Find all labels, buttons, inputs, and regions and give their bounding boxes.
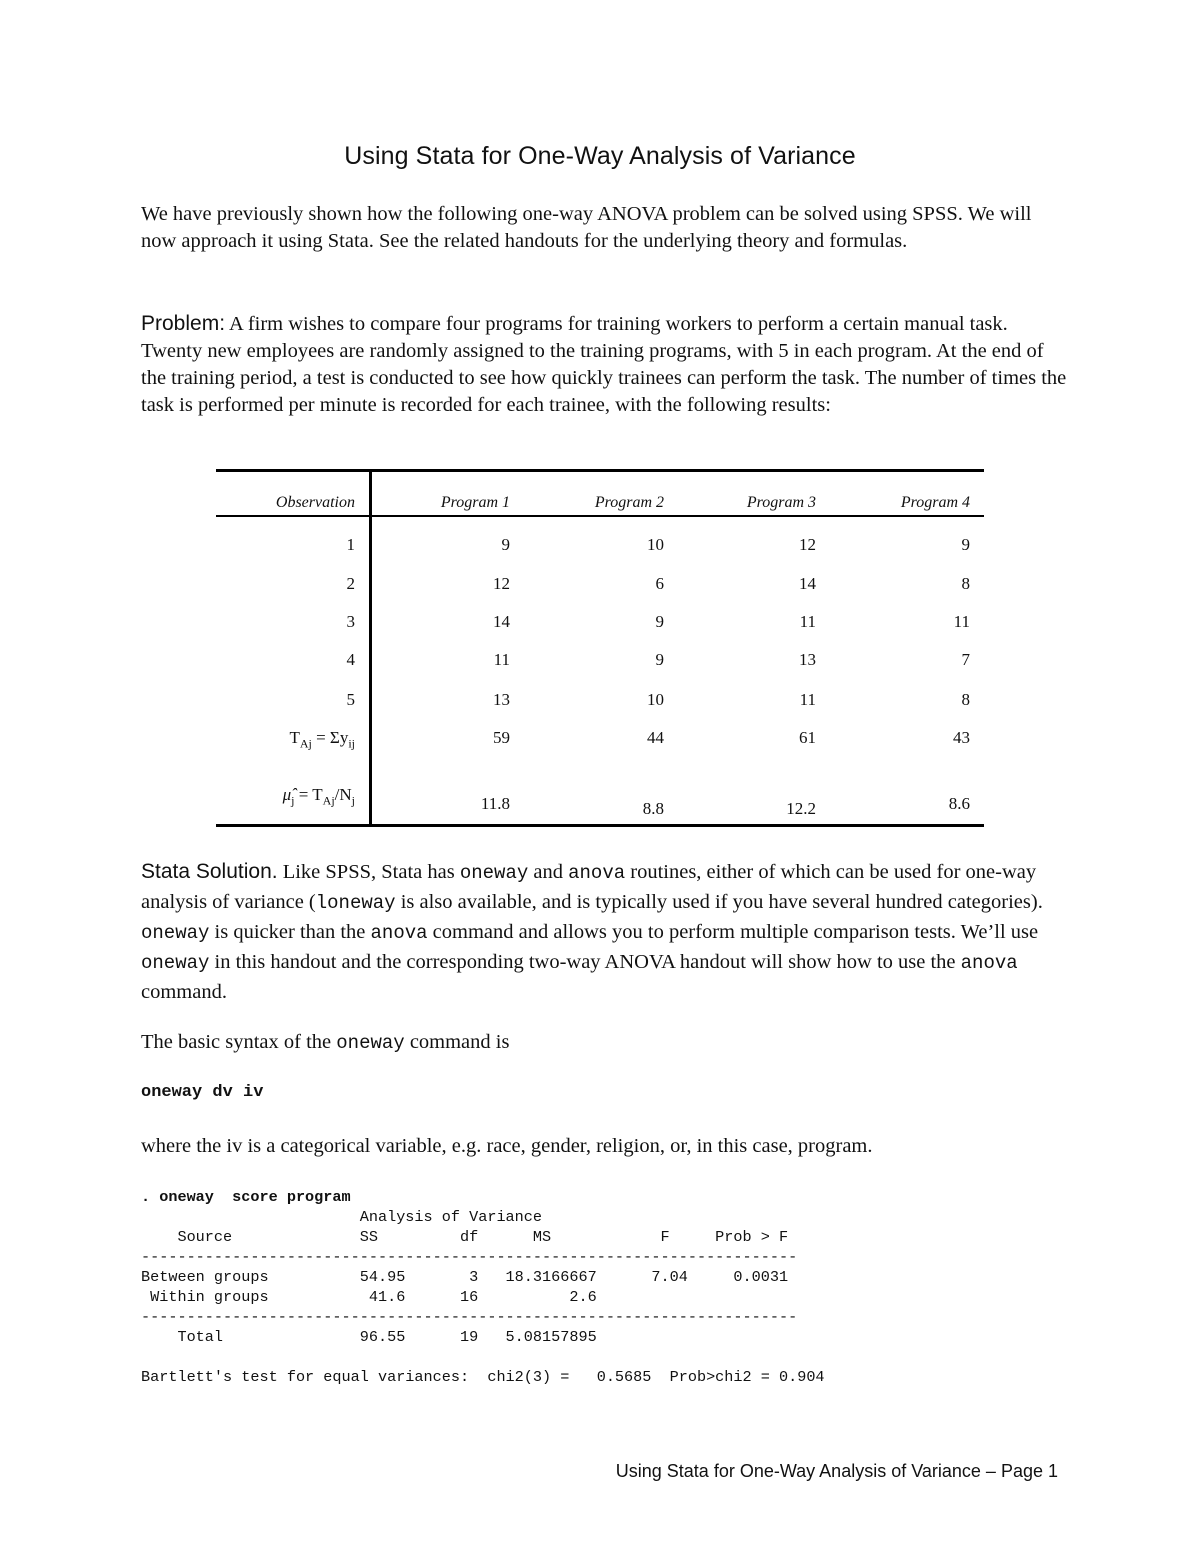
intro-paragraph: We have previously shown how the following one-way ANOVA problem can be solved using SPSS. We will now approach it using Stata. See the related handouts for the underlying theory and formulas. — [141, 203, 1032, 252]
table-cell: 12 — [493, 574, 510, 593]
table-cell: 9 — [961, 535, 970, 554]
table-cell: 13 — [493, 690, 510, 709]
solution-heading: Stata Solution. — [141, 860, 278, 883]
row-label: 1 — [346, 535, 355, 554]
table-cell: 6 — [655, 574, 664, 593]
problem-heading: Problem: — [141, 312, 226, 335]
total-cell: 44 — [647, 728, 664, 747]
table-cell: 8 — [961, 690, 970, 709]
table-header-rule — [216, 515, 984, 517]
syntax-command: oneway dv iv — [141, 1083, 264, 1102]
table-cell: 11 — [799, 690, 816, 709]
header-program-3: Program 3 — [746, 494, 816, 511]
table-cell: 12 — [799, 535, 816, 554]
table-cell: 13 — [799, 650, 816, 669]
total-cell: 61 — [799, 728, 816, 747]
table-cell: 8 — [961, 574, 970, 593]
row-label: 2 — [346, 574, 355, 593]
row-label: 5 — [346, 690, 355, 709]
stata-output-body: Analysis of Variance Source SS df MS F Prob > F ------------------------------------------------------------------------ Between groups 54.95 3 18.3166667 7.04 0.0031 Within groups 41.6 16 2.6 ------------------------------------------------------------------------ Total 96.55 19 5.08157895 Bartlett's test for equal variances: chi2(3) = 0.5685 Prob>chi2 = 0.904 — [141, 1208, 825, 1386]
stata-output — [141, 1187, 825, 1387]
total-cell: 59 — [493, 728, 510, 747]
row-label: 3 — [346, 612, 355, 631]
table-cell: 11 — [953, 612, 970, 631]
table-cell: 11 — [493, 650, 510, 669]
table-cell: 7 — [961, 650, 970, 669]
where-paragraph: where the iv is a categorical variable, e.g. race, gender, religion, or, in this case, program. — [141, 1135, 873, 1157]
header-observation: Observation — [275, 494, 355, 511]
table-cell: 9 — [501, 535, 510, 554]
header-program-1: Program 1 — [440, 494, 510, 511]
table-top-rule — [216, 469, 984, 472]
header-program-4: Program 4 — [900, 494, 970, 511]
table-cell: 14 — [799, 574, 816, 593]
totals-label: $T_{Aj} = \Sigma y_{ij}$ — [289, 728, 355, 751]
table-bottom-rule — [216, 824, 984, 827]
problem-text: A firm wishes to compare four programs for training workers to perform a certain manual task. Twenty new employees are randomly assigned to the training programs, with 5 in each program. At the end of the training period, a test is conducted to see how quickly trainees can perform the task. The number of times the task is performed per minute is recorded for each trainee, with the following results: — [141, 313, 1067, 416]
table-vertical-rule — [369, 469, 372, 827]
table-cell: 9 — [655, 612, 664, 631]
page-title: Using Stata for One-Way Analysis of Variance — [344, 142, 856, 170]
table-cell: 10 — [647, 690, 664, 709]
mean-cell: 11.8 — [480, 794, 510, 813]
row-label: 4 — [346, 650, 355, 669]
means-label: $\mû_j = T_{Aj}/N_j$ — [282, 785, 355, 808]
problem-paragraph — [141, 310, 1071, 419]
table-cell: 9 — [655, 650, 664, 669]
table-cell: 10 — [647, 535, 664, 554]
solution-paragraph: Stata Solution. Like SPSS, Stata has oneway and anova routines, either of which can be used for one-way analysis of variance (loneway is also available, and is typically used if you have several hundred categories). oneway is quicker than the anova command and allows you to perform multiple comparison tests. We’ll use oneway in this handout and the corresponding two-way ANOVA handout will show how to use the anova command. — [141, 860, 1043, 1003]
total-cell: 43 — [953, 728, 970, 747]
table-cell: 11 — [799, 612, 816, 631]
syntax-paragraph: The basic syntax of the oneway command is — [141, 1031, 510, 1054]
page-footer: Using Stata for One-Way Analysis of Variance – Page 1 — [615, 1461, 1058, 1481]
mean-cell: 12.2 — [786, 799, 816, 818]
header-program-2: Program 2 — [594, 494, 664, 511]
mean-cell: 8.6 — [948, 794, 970, 813]
stata-command-line: . oneway score program — [141, 1188, 351, 1206]
table-cell: 14 — [493, 612, 510, 631]
mean-cell: 8.8 — [642, 799, 664, 818]
